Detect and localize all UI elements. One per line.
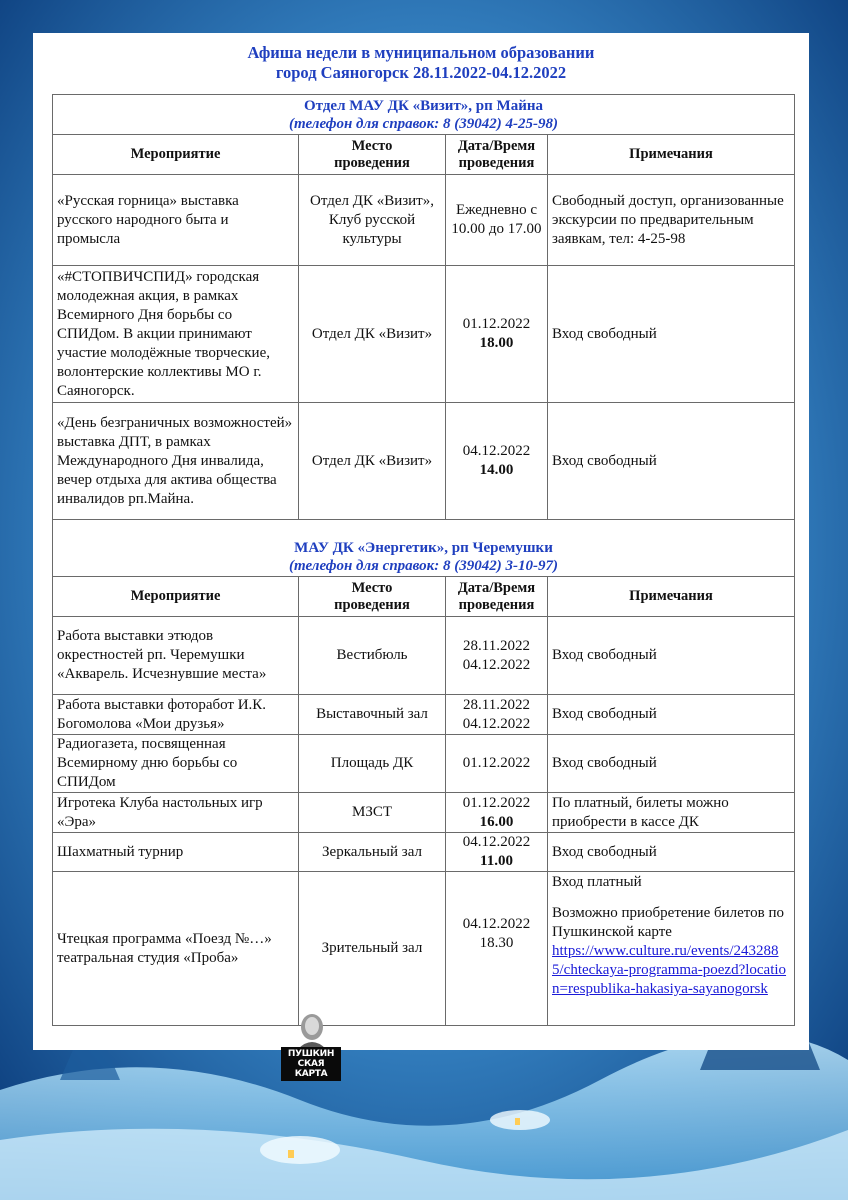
header-notes: Примечания [548, 135, 795, 175]
table-row [53, 735, 795, 793]
poster-title-line2: город Саяногорск 28.11.2022-04.12.2022 [275, 63, 567, 82]
section-header [53, 95, 795, 135]
header-place-line1: Место [351, 137, 393, 154]
time-value: 18.30 [479, 935, 514, 951]
table-row [53, 695, 795, 735]
header-date-line2: проведения [458, 596, 535, 613]
place-cell: Выставочный зал [299, 695, 446, 735]
place-cell: Вестибюль [299, 617, 446, 695]
place-text: Зрительный зал [321, 940, 423, 956]
table-row [53, 833, 795, 872]
date-value-end: 04.12.2022 [462, 715, 531, 732]
column-headers [53, 577, 795, 617]
notes-cell: Вход свободный [548, 403, 795, 520]
logo-text-line2: СКАЯ [297, 1059, 325, 1069]
header-event: Мероприятие [53, 577, 299, 617]
event-cell: Радиогазета, посвященная Всемирному дню борьбы со СПИДом [53, 735, 299, 793]
notes-cell: Вход свободный [548, 735, 795, 793]
notes-cell: Вход свободный [548, 695, 795, 735]
header-date-line1: Дата/Время [457, 579, 536, 596]
date-value: 04.12.2022 [462, 443, 531, 459]
notes-cell: Вход свободный [548, 266, 795, 403]
notes-cell: Свободный доступ, организованные экскурсии по предварительным заявкам, тел: 4-25-98 [548, 175, 795, 266]
header-date-line1: Дата/Время [457, 137, 536, 154]
date-value: 04.12.2022 [462, 834, 531, 850]
table-row [53, 403, 795, 520]
event-cell: «Русская горница» выставка русского народного быта и промысла [53, 175, 299, 266]
header-place-line2: проведения [334, 154, 410, 171]
place-cell-inner [287, 939, 441, 1079]
table-row [53, 872, 795, 1026]
section-header-cell [53, 520, 795, 577]
header-date [446, 577, 548, 617]
section-name: МАУ ДК «Энергетик», рп Черемушки [294, 540, 553, 556]
section-header [53, 520, 795, 577]
notes-cell: Вход свободный [548, 833, 795, 872]
schedule-table [52, 94, 795, 1079]
header-place-line2: проведения [334, 596, 410, 613]
section-phone: (телефон для справок: 8 (39042) 3-10-97) [289, 558, 558, 574]
event-cell [53, 872, 299, 1026]
date-cell [446, 833, 548, 872]
place-cell: Отдел ДК «Визит» [299, 266, 446, 403]
time-value: 14.00 [479, 462, 514, 478]
date-cell [446, 695, 548, 735]
place-cell: Отдел ДК «Визит», Клуб русской культуры [299, 175, 446, 266]
date-value: 28.11.2022 [463, 637, 530, 654]
time-value: 11.00 [480, 853, 513, 869]
header-place [299, 577, 446, 617]
header-place-line1: Место [351, 579, 393, 596]
event-cell: «#СТОПВИЧСПИД» городская молодежная акция, в рамках Всемирного Дня борьбы со СПИДом. В акции принимают участие молодёжные творческие, волонтерские коллективы МО г. Саяногорск. [53, 266, 299, 403]
header-date [446, 135, 548, 175]
date-cell [446, 266, 548, 403]
event-cell-inner [57, 930, 294, 968]
pushkin-portrait-icon [282, 1011, 342, 1049]
logo-text-line3: КАРТА [294, 1069, 328, 1079]
date-value-end: 04.12.2022 [462, 656, 531, 673]
event-cell: Шахматный турнир [53, 833, 299, 872]
place-cell [287, 872, 446, 1079]
section-phone: (телефон для справок: 8 (39042) 4-25-98) [289, 115, 558, 132]
event-cell: «День безграничных возможностей» выставка ДПТ, в рамках Международного Дня инвалида, вечер отдыха для актива общества инвалидов рп.Майна. [53, 403, 299, 520]
header-event: Мероприятие [53, 135, 299, 175]
notes-cell: Вход свободный [548, 617, 795, 695]
date-cell: Ежедневно с 10.00 до 17.00 [446, 175, 548, 266]
table-row [53, 793, 795, 833]
time-value: 16.00 [479, 813, 514, 830]
notes-entry: Вход платный [552, 874, 642, 890]
poster-title-line1: Афиша недели в муниципальном образовании [247, 43, 595, 62]
date-cell [446, 872, 548, 1026]
table-row [53, 266, 795, 403]
poster-title [33, 43, 809, 83]
header-notes: Примечания [548, 577, 795, 617]
place-cell: Площадь ДК [299, 735, 446, 793]
event-link[interactable]: https://www.culture.ru/events/2432885/chteckaya-programma-poezd?location=respublika-hakasiya-sayanogorsk [552, 943, 787, 997]
date-value: 01.12.2022 [462, 794, 531, 811]
section-header-cell [53, 95, 795, 135]
notes-pushkin: Возможно приобретение билетов по Пушкинской карте [552, 905, 785, 940]
place-cell: Зеркальный зал [299, 833, 446, 872]
column-headers [53, 135, 795, 175]
event-cell: Игротека Клуба настольных игр «Эра» [53, 793, 299, 833]
table-row [53, 175, 795, 266]
date-cell [446, 617, 548, 695]
pushkin-card-text [281, 1047, 341, 1081]
poster-sheet [33, 33, 809, 1079]
pushkin-card-logo [281, 1011, 343, 1081]
header-date-line2: проведения [458, 154, 535, 171]
date-cell: 01.12.2022 [446, 735, 548, 793]
date-value: 04.12.2022 [462, 916, 531, 932]
place-cell: Отдел ДК «Визит» [299, 403, 446, 520]
time-value: 18.00 [479, 335, 514, 351]
section-name: Отдел МАУ ДК «Визит», рп Майна [304, 97, 543, 114]
event-cell: Работа выставки этюдов окрестностей рп. Черемушки «Акварель. Исчезнувшие места» [53, 617, 299, 695]
header-place [299, 135, 446, 175]
date-value: 28.11.2022 [463, 696, 530, 713]
date-cell [446, 793, 548, 833]
place-cell: МЗСТ [299, 793, 446, 833]
notes-cell [548, 872, 795, 1026]
event-text: Чтецкая программа «Поезд №…» театральная студия «Проба» [57, 930, 272, 966]
notes-cell: По платный, билеты можно приобрести в кассе ДК [548, 793, 795, 833]
date-cell [446, 403, 548, 520]
logo-text-line1: ПУШКИН [287, 1049, 335, 1059]
table-row [53, 617, 795, 695]
event-cell: Работа выставки фоторабот И.К. Богомолова «Мои друзья» [53, 695, 299, 735]
date-value: 01.12.2022 [462, 316, 531, 332]
